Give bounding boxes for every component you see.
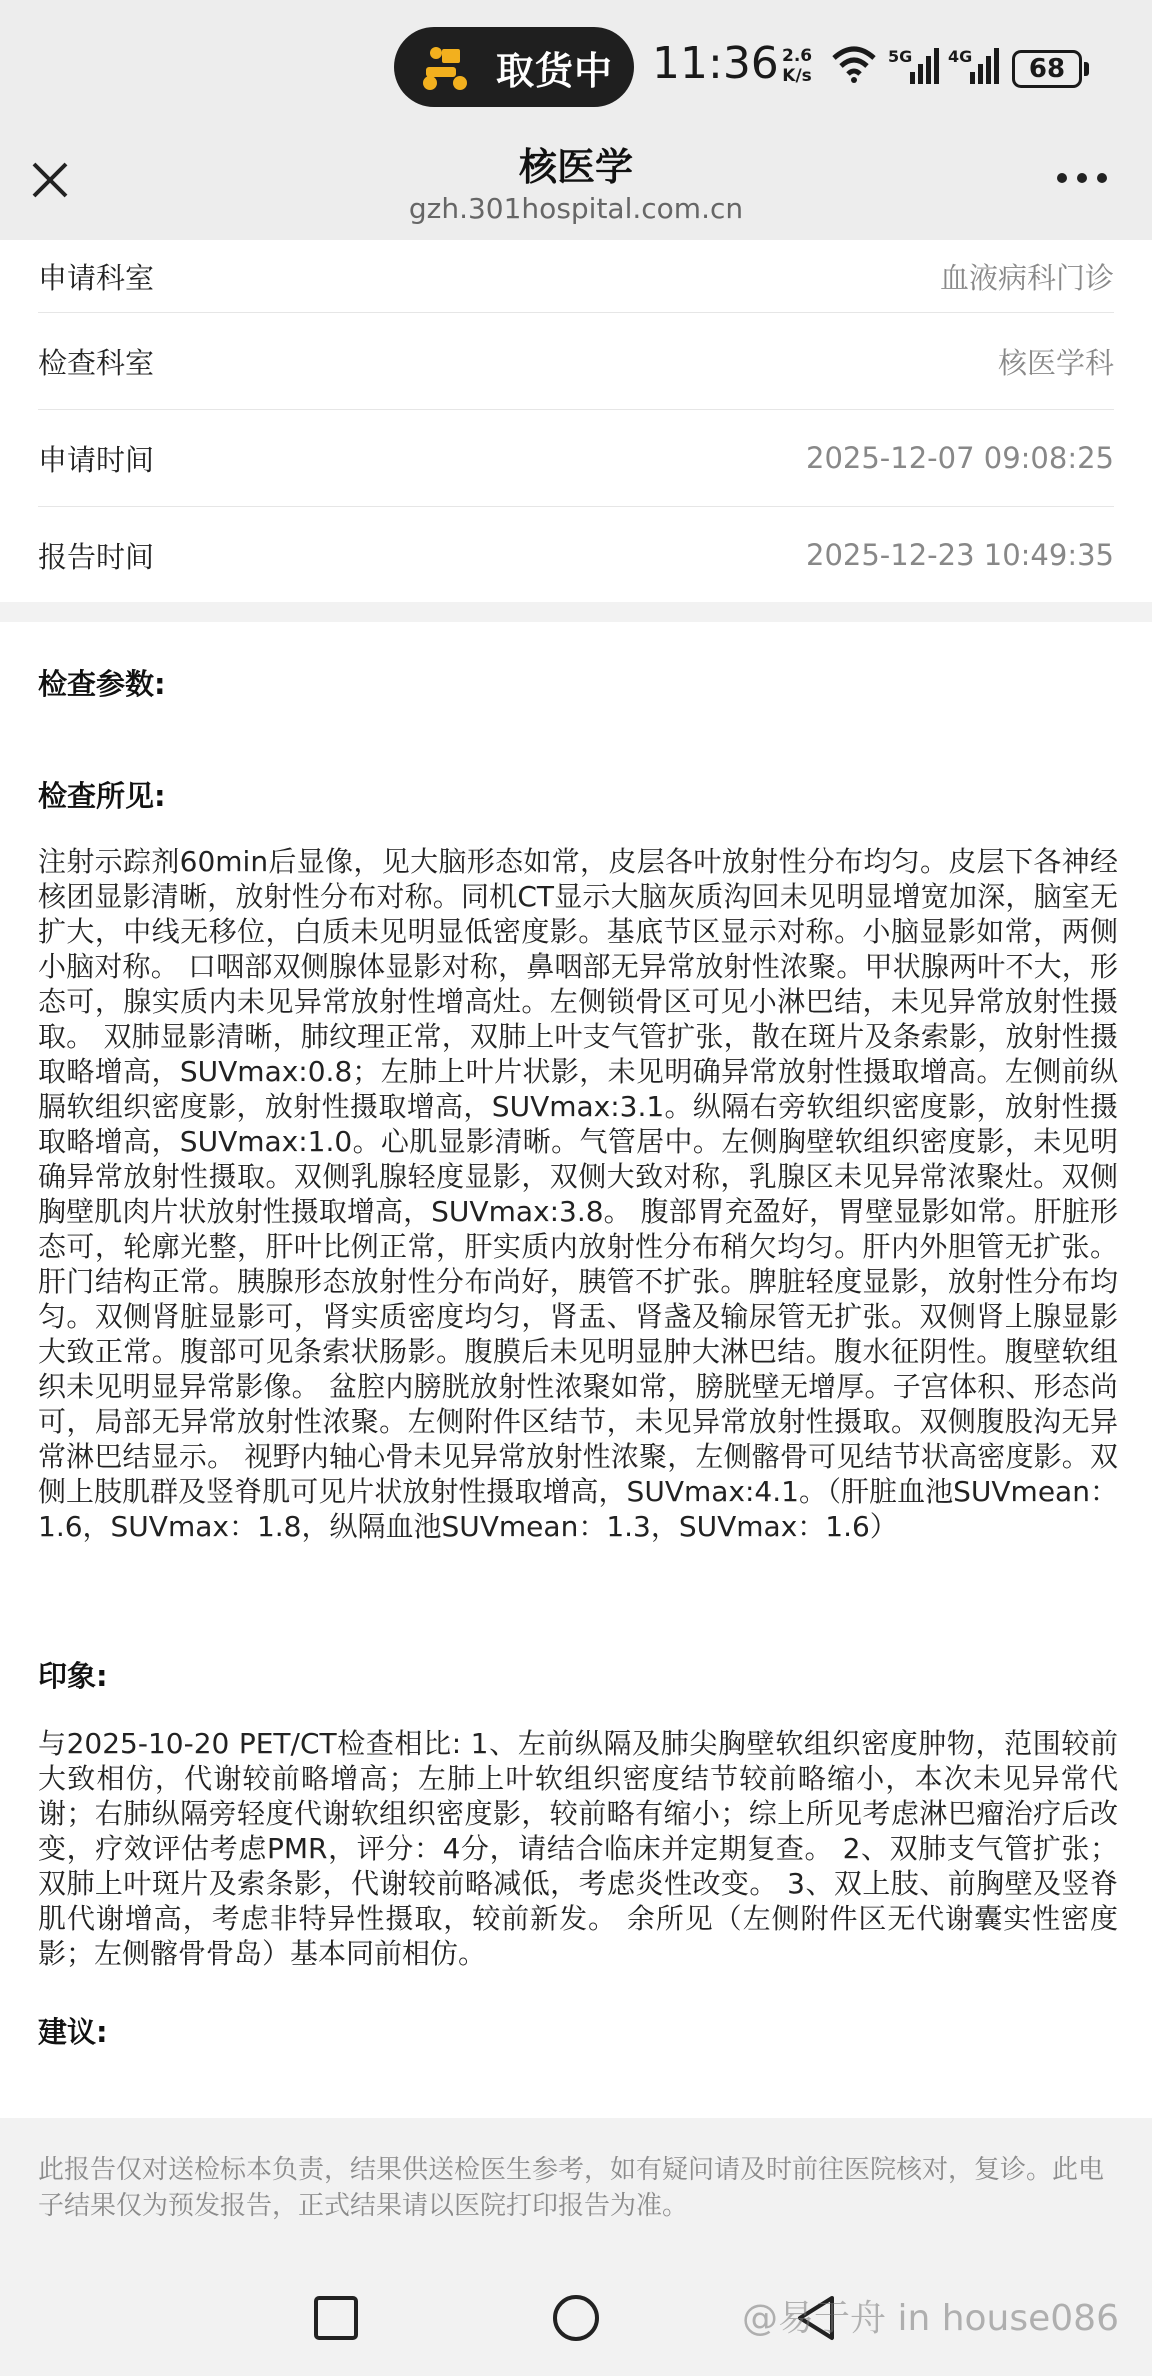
advice-title: 建议: bbox=[38, 2015, 108, 2049]
page-title: 核医学 bbox=[518, 145, 633, 189]
signal-5g-label: 5G bbox=[888, 47, 913, 66]
network-speed bbox=[782, 46, 812, 86]
page-url: gzh.301hospital.com.cn bbox=[408, 192, 744, 225]
report-body bbox=[0, 622, 1152, 2118]
signal-4g-label: 4G bbox=[948, 47, 973, 66]
network-speed-unit: K/s bbox=[782, 66, 812, 86]
status-bar bbox=[0, 0, 1152, 136]
impression-text: 与2025-10-20 PET/CT检查相比: 1、左前纵隔及肺尖胸壁软组织密度肿物，范围较前大致相仿，代谢较前略增高；左肺上叶软组织密度结节较前略缩小，本次未见异常代谢；右肺纵隔旁轻度代谢软组织密度影，较前略有缩小；综上所见考虑淋巴瘤治疗后改变，疗效评估考虑PMR，评分：4分，请结合临床并定期复查。 2、双肺支气管扩张；双肺上叶斑片及索条影，代谢较前略减低，考虑炎性改变。 3、双上肢、前胸壁及竖脊肌代谢增高，考虑非特异性摄取，较前新发。 余所见（左侧附件区无代谢囊实性密度影；左侧髂骨骨岛）基本同前相仿。 bbox=[38, 1727, 1118, 1970]
info-value: 血液病科门诊 bbox=[939, 260, 1114, 295]
request-info-card bbox=[0, 240, 1152, 602]
battery-level: 68 bbox=[1028, 54, 1066, 84]
info-label: 报告时间 bbox=[38, 539, 155, 574]
info-label: 申请时间 bbox=[38, 442, 155, 477]
findings-text: 注射示踪剂60min后显像，见大脑形态如常，皮层各叶放射性分布均匀。皮层下各神经核团显影清晰，放射性分布对称。同机CT显示大脑灰质沟回未见明显增宽加深，脑室无扩大，中线无移位，白质未见明显低密度影。基底节区显示对称。小脑显影如常，两侧小脑对称。 口咽部双侧腺体显影对称，鼻咽部无异常放射性浓聚。甲状腺两叶不大，形态可，腺实质内未见异常放射性增高灶。左侧锁骨区可见小淋巴结，未见异常放射性摄取。 双肺显影清晰，肺纹理正常，双肺上叶支气管扩张，散在斑片及条索影，放射性摄取略增高，SUVmax:0.8；左肺上叶片状影，未见明确异常放射性摄取增高。左侧前纵膈软组织密度影，放射性摄取增高，SUVmax:3.1。纵隔右旁软组织密度影，放射性摄取略增高，SUVmax:1.0。心肌显影清晰。气管居中。左侧胸壁软组织密度影，未见明确异常放射性摄取。双侧乳腺轻度显影，双侧大致对称，乳腺区未见异常浓聚灶。双侧胸壁肌肉片状放射性摄取增高，SUVmax:3.8。 腹部胃充盈好，胃壁显影如常。肝脏形态可，轮廓光整，肝叶比例正常，肝实质内放射性分布稍欠均匀。肝内外胆管无扩张。肝门结构正常。胰腺形态放射性分布尚好，胰管不扩张。脾脏轻度显影，放射性分布均匀。双侧肾脏显影可，肾实质密度均匀，肾盂、肾盏及输尿管无扩张。双侧肾上腺显影大致正常。腹部可见条索状肠影。腹膜后未见明显肿大淋巴结。腹水征阴性。腹壁软组织未见明显异常影像。 盆腔内膀胱放射性浓聚如常，膀胱壁无增厚。子宫体积、形态尚可，局部无异常放射性浓聚。左侧附件区结节，未见异常放射性摄取。双侧腹股沟无异常淋巴结显示。 视野内轴心骨未见异常放射性浓聚，左侧髂骨可见结节状高密度影。双侧上肢肌群及竖脊肌可见片状放射性摄取增高，SUVmax:4.1。（肝脏血池SUVmean：1.6，SUVmax：1.8，纵隔血池SUVmean：1.3，SUVmax：1.6） bbox=[38, 845, 1118, 1543]
title-bar bbox=[0, 136, 1152, 240]
network-speed-value: 2.6 bbox=[782, 46, 813, 66]
disclaimer-text: 此报告仅对送检标本负责，结果供送检医生参考，如有疑问请及时前往医院核对，复诊。此电子结果仅为预发报告，正式结果请以医院打印报告为准。 bbox=[38, 2155, 1105, 2221]
info-value: 2025-12-23 10:49:35 bbox=[806, 538, 1114, 572]
wifi-icon bbox=[830, 44, 878, 84]
clock: 11:36 bbox=[652, 38, 779, 89]
scooter-icon bbox=[416, 39, 472, 95]
info-value: 核医学科 bbox=[997, 345, 1114, 380]
home-icon[interactable] bbox=[548, 2290, 604, 2346]
signal-5g-icon bbox=[888, 44, 944, 86]
params-title: 检查参数: bbox=[38, 667, 166, 701]
info-label: 检查科室 bbox=[38, 345, 155, 380]
info-row-department bbox=[38, 240, 1114, 313]
info-row-request-time bbox=[38, 410, 1114, 507]
findings-title: 检查所见: bbox=[38, 779, 166, 813]
info-label: 申请科室 bbox=[38, 260, 155, 295]
watermark: @易于舟 in house086 bbox=[742, 2298, 1119, 2339]
delivery-status-pill[interactable] bbox=[394, 27, 634, 107]
info-row-report-time bbox=[38, 507, 1114, 603]
pill-text: 取货中 bbox=[496, 48, 614, 93]
info-row-exam-department bbox=[38, 313, 1114, 410]
recent-apps-icon[interactable] bbox=[308, 2290, 364, 2346]
more-options-icon[interactable] bbox=[1052, 158, 1112, 198]
impression-title: 印象: bbox=[38, 1659, 108, 1693]
signal-4g-icon bbox=[948, 44, 1004, 86]
battery-icon bbox=[1012, 50, 1082, 88]
info-value: 2025-12-07 09:08:25 bbox=[806, 441, 1114, 475]
